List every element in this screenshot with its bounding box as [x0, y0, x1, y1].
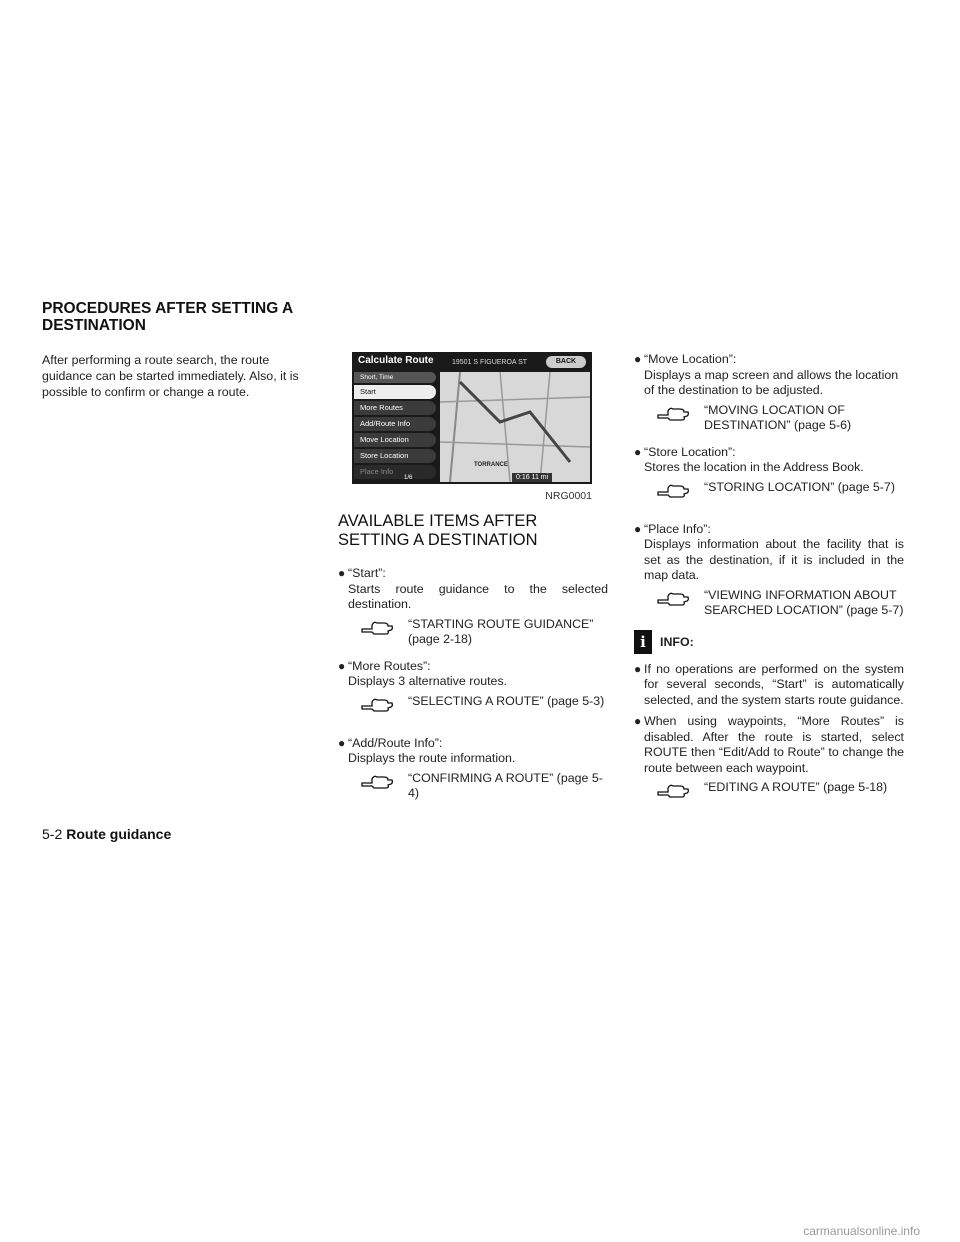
bullet: ●: [338, 566, 346, 580]
menu-add-route-info: Add/Route Info: [354, 417, 436, 431]
bullet: ●: [634, 661, 642, 676]
bullet: ●: [634, 352, 642, 366]
map-area: [440, 372, 590, 482]
screen-title: Calculate Route: [358, 355, 434, 366]
bullet: ●: [634, 521, 642, 536]
map-roads: [440, 372, 590, 482]
item-label: “Move Location”:: [644, 352, 737, 366]
list-item: [634, 445, 904, 512]
reference-text: “VIEWING INFORMATION ABOUT SEARCHED LOCATION” (page 5-7): [704, 587, 904, 617]
page-indicator: 1/6: [404, 475, 413, 481]
section-name: Route guidance: [66, 826, 172, 842]
list-item: [634, 522, 904, 620]
pointing-hand-icon: [656, 403, 690, 425]
items-left: [338, 566, 608, 813]
page-footer: [42, 826, 171, 842]
list-item: [338, 659, 608, 726]
reference-text: “SELECTING A ROUTE” (page 5-3): [408, 693, 605, 708]
item-label: “Place Info”:: [644, 521, 711, 536]
list-item: [338, 566, 608, 649]
reference: [348, 617, 608, 649]
list-item: [338, 736, 608, 803]
screen-menu: [354, 372, 436, 481]
item-desc: Displays the route information.: [348, 751, 516, 765]
reference: [644, 588, 904, 620]
sub-title: AVAILABLE ITEMS AFTER SETTING A DESTINATION: [338, 512, 538, 549]
item-label: “Add/Route Info”:: [348, 735, 443, 750]
back-button: BACK: [546, 356, 586, 368]
pointing-hand-icon: [656, 480, 690, 502]
item-desc: Displays information about the facility that is set as the destination, if it is included in the map data.: [644, 537, 904, 582]
reference-text: “MOVING LOCATION OF DESTINATION” (page 5-6): [704, 402, 852, 432]
items-right: [634, 352, 904, 822]
info-bullet: [634, 714, 904, 812]
bullet: ●: [634, 444, 642, 459]
item-desc: Starts route guidance to the selected destination.: [348, 581, 608, 611]
reference: [348, 771, 608, 803]
pointing-hand-icon: [360, 617, 394, 639]
figure-caption: NRG0001: [545, 490, 592, 502]
menu-start: Start: [354, 385, 436, 399]
watermark: carmanualsonline.info: [803, 1224, 920, 1238]
bullet: ●: [338, 658, 346, 673]
intro-paragraph: After performing a route search, the route guidance can be started immediately. Also, it is possible to confirm or change a route.: [42, 353, 299, 399]
screen-figure: [352, 352, 592, 484]
menu-move-location: Move Location: [354, 433, 436, 447]
menu-more-routes: More Routes: [354, 401, 436, 415]
street-name: 19501 S FIGUEROA ST: [452, 359, 528, 366]
pointing-hand-icon: [360, 694, 394, 716]
page-number: 5-2: [42, 826, 63, 842]
pointing-hand-icon: [656, 588, 690, 610]
menu-store-location: Store Location: [354, 449, 436, 463]
section-title: PROCEDURES AFTER SETTING A DESTINATION: [42, 300, 293, 334]
reference-text: “EDITING A ROUTE” (page 5-18): [704, 780, 888, 794]
info-bullet: [634, 662, 904, 709]
info-heading-text: INFO:: [660, 634, 694, 649]
item-label: “Start”:: [348, 566, 386, 580]
reference: [644, 480, 904, 512]
menu-place-info: Place Info: [354, 465, 436, 479]
info-bullet-text: If no operations are performed on the system for several seconds, “Start” is automatically selected, and the system starts route guidance.: [644, 661, 904, 707]
info-heading: [634, 630, 904, 656]
info-icon: i: [634, 630, 652, 654]
reference: [644, 780, 904, 812]
info-bullet-text: When using waypoints, “More Routes” is disabled. After the route is started, select ROUTE then “Edit/Add to Route” to change the route between each waypoint.: [644, 714, 904, 775]
menu-header: Short, Time: [354, 372, 436, 383]
pointing-hand-icon: [360, 771, 394, 793]
bullet: ●: [338, 735, 346, 750]
item-desc: Displays a map screen and allows the location of the destination to be adjusted.: [644, 367, 899, 397]
reference-text: “STARTING ROUTE GUIDANCE” (page 2-18): [408, 616, 594, 646]
item-label: “More Routes”:: [348, 658, 431, 673]
reference-text: “CONFIRMING A ROUTE” (page 5-4): [408, 770, 603, 800]
bullet: ●: [634, 714, 642, 728]
reference: [348, 694, 608, 726]
pointing-hand-icon: [656, 780, 690, 802]
list-item: [634, 352, 904, 435]
item-label: “Store Location”:: [644, 444, 736, 459]
town-label: TORRANCE: [474, 462, 508, 468]
route-info: 0:16 11 mi: [512, 473, 552, 482]
item-desc: Displays 3 alternative routes.: [348, 674, 508, 688]
item-desc: Stores the location in the Address Book.: [644, 460, 864, 474]
reference-text: “STORING LOCATION” (page 5-7): [704, 479, 895, 494]
reference: [644, 403, 904, 435]
